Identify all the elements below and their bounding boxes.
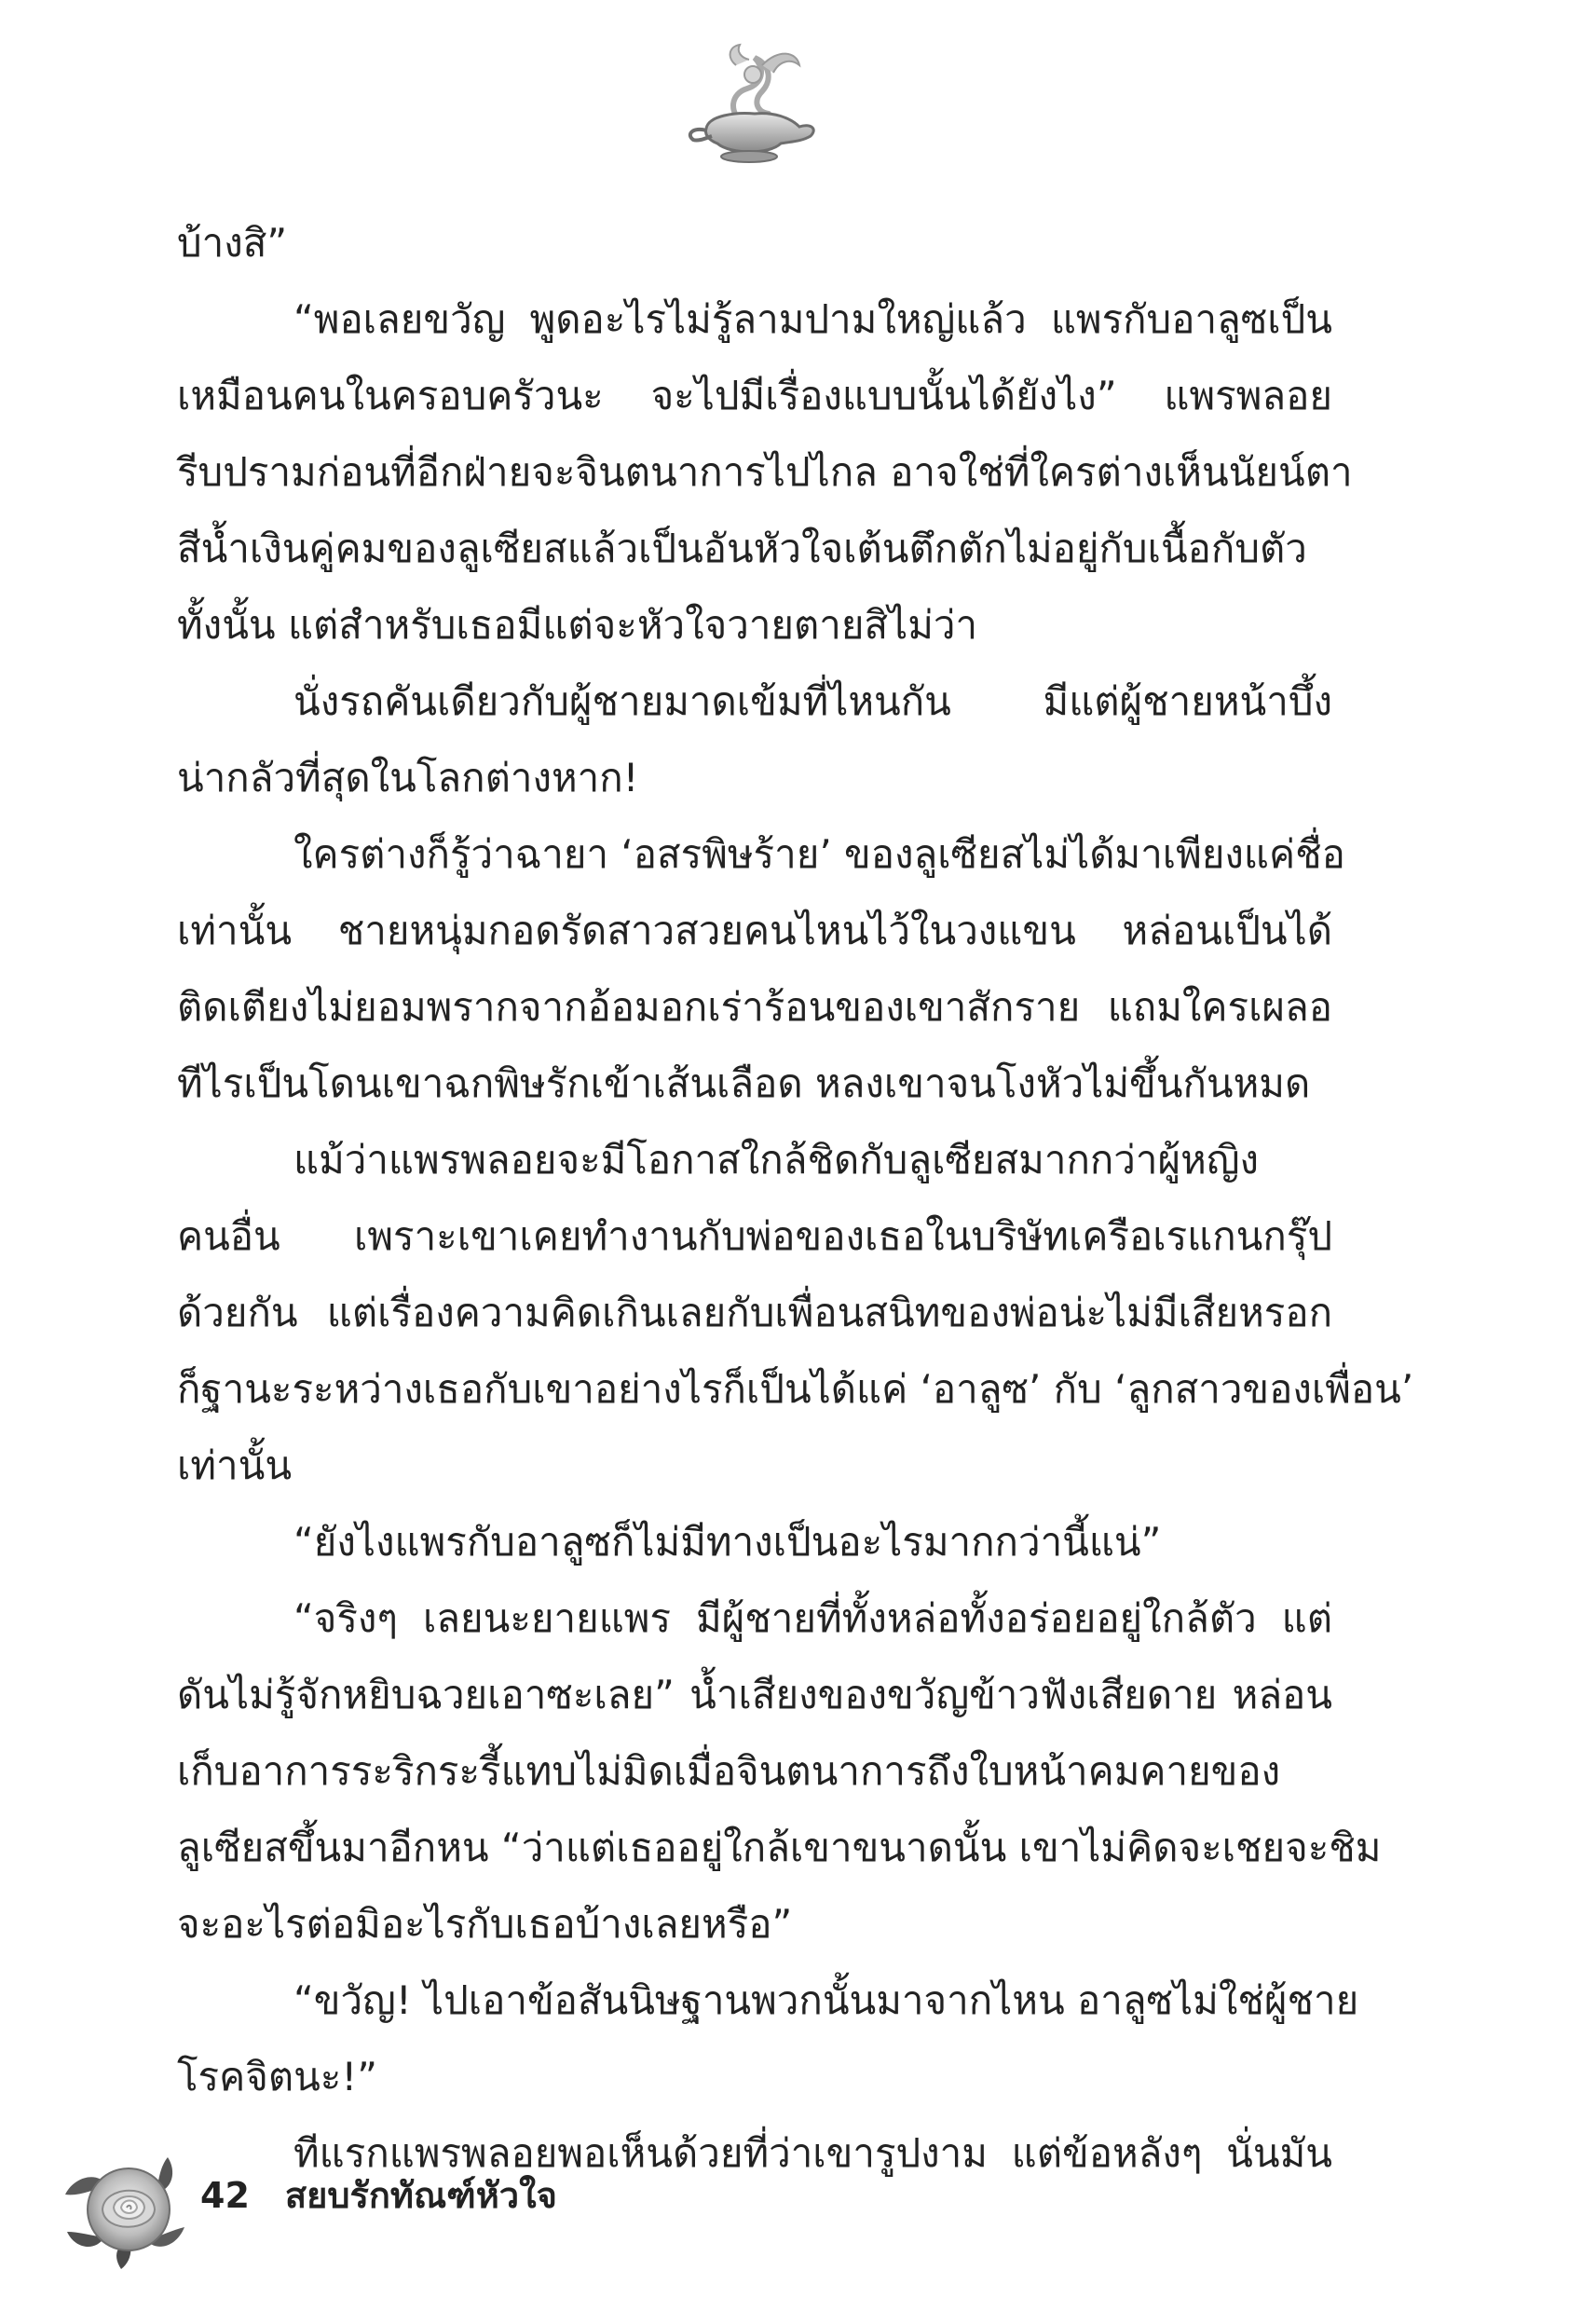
text-line: ด้วยกัน แต่เรื่องความคิดเกินเลยกับเพื่อนสนิทของพ่อน่ะไม่มีเสียหรอก	[177, 1290, 1332, 1335]
text-line: ทั้งนั้น แต่สำหรับเธอมีแต่จะหัวใจวายตายสิไม่ว่า	[177, 602, 978, 648]
text-line: ลูเซียสขึ้นมาอีกหน “ว่าแต่เธออยู่ใกล้เขาขนาดนั้น เขาไม่คิดจะเชยจะชิม	[177, 1825, 1382, 1870]
text-line: “ขวัญ! ไปเอาข้อสันนิษฐานพวกนั้นมาจากไหน อาลูซไม่ใช่ผู้ชาย	[293, 1977, 1359, 2023]
text-line: เก็บอาการระริกระรี้แทบไม่มิดเมื่อจินตนาการถึงใบหน้าคมคายของ	[177, 1748, 1281, 1794]
page-number: 42	[200, 2175, 250, 2216]
text-line: โรคจิตนะ!”	[177, 2054, 377, 2099]
text-line: จะอะไรต่อมิอะไรกับเธอบ้างเลยหรือ”	[177, 1901, 793, 1947]
text-line: คนอื่น เพราะเขาเคยทำงานกับพ่อของเธอในบริษัทเครือเรแกนกรุ๊ป	[177, 1213, 1332, 1259]
text-line: ก็ฐานะระหว่างเธอกับเขาอย่างไรก็เป็นได้แค่ ‘อาลูซ’ กับ ‘ลูกสาวของเพื่อน’	[177, 1366, 1414, 1412]
text-line: บ้างสิ”	[177, 220, 288, 266]
text-line: รีบปรามก่อนที่อีกฝ่ายจะจินตนาการไปไกล อาจใช่ที่ใครต่างเห็นนัยน์ตา	[177, 449, 1353, 495]
text-line: เท่านั้น ชายหนุ่มกอดรัดสาวสวยคนไหนไว้ในวงแขน หล่อนเป็นได้	[177, 908, 1332, 953]
text-line: ใครต่างก็รู้ว่าฉายา ‘อสรพิษร้าย’ ของลูเซียสไม่ได้มาเพียงแค่ชื่อ	[293, 831, 1345, 877]
text-line: สีน้ำเงินคู่คมของลูเซียสแล้วเป็นอันหัวใจเต้นตึกตักไม่อยู่กับเนื้อกับตัว	[177, 526, 1307, 571]
text-line: ดันไม่รู้จักหยิบฉวยเอาซะเลย” น้ำเสียงของขวัญข้าวฟังเสียดาย หล่อน	[177, 1672, 1332, 1717]
rose-icon	[56, 2139, 196, 2278]
text-line: ทีไรเป็นโดนเขาฉกพิษรักเข้าเส้นเลือด หลงเขาจนโงหัวไม่ขึ้นกันหมด	[177, 1060, 1311, 1106]
text-line: “ยังไงแพรกับอาลูซก็ไม่มีทางเป็นอะไรมากกว่านี้แน่”	[293, 1519, 1162, 1565]
page-footer	[200, 2167, 557, 2222]
genie-lamp-icon	[680, 37, 820, 168]
text-line: ทีแรกแพรพลอยพอเห็นด้วยที่ว่าเขารูปงาม แต่ข้อหลังๆ นั่นมัน	[293, 2130, 1332, 2176]
text-line: แม้ว่าแพรพลอยจะมีโอกาสใกล้ชิดกับลูเซียสมากกว่าผู้หญิง	[293, 1137, 1260, 1183]
text-line: น่ากลัวที่สุดในโลกต่างหาก!	[177, 755, 639, 800]
body-text	[177, 205, 1414, 2192]
text-line: “จริงๆ เลยนะยายแพร มีผู้ชายที่ทั้งหล่อทั้งอร่อยอยู่ใกล้ตัว แต่	[293, 1595, 1332, 1641]
text-line: นั่งรถคันเดียวกับผู้ชายมาดเข้มที่ไหนกัน มีแต่ผู้ชายหน้าบึ้ง	[293, 678, 1332, 724]
text-line: ติดเตียงไม่ยอมพรากจากอ้อมอกเร่าร้อนของเขาสักราย แถมใครเผลอ	[177, 984, 1332, 1030]
text-line: เหมือนคนในครอบครัวนะ จะไปมีเรื่องแบบนั้นได้ยังไง” แพรพลอย	[177, 373, 1332, 418]
text-line: เท่านั้น	[177, 1443, 293, 1488]
text-line: “พอเลยขวัญ พูดอะไรไม่รู้ลามปามใหญ่แล้ว แพรกับอาลูซเป็น	[293, 296, 1332, 342]
book-title: สยบรักทัณฑ์หัวใจ	[284, 2175, 557, 2216]
